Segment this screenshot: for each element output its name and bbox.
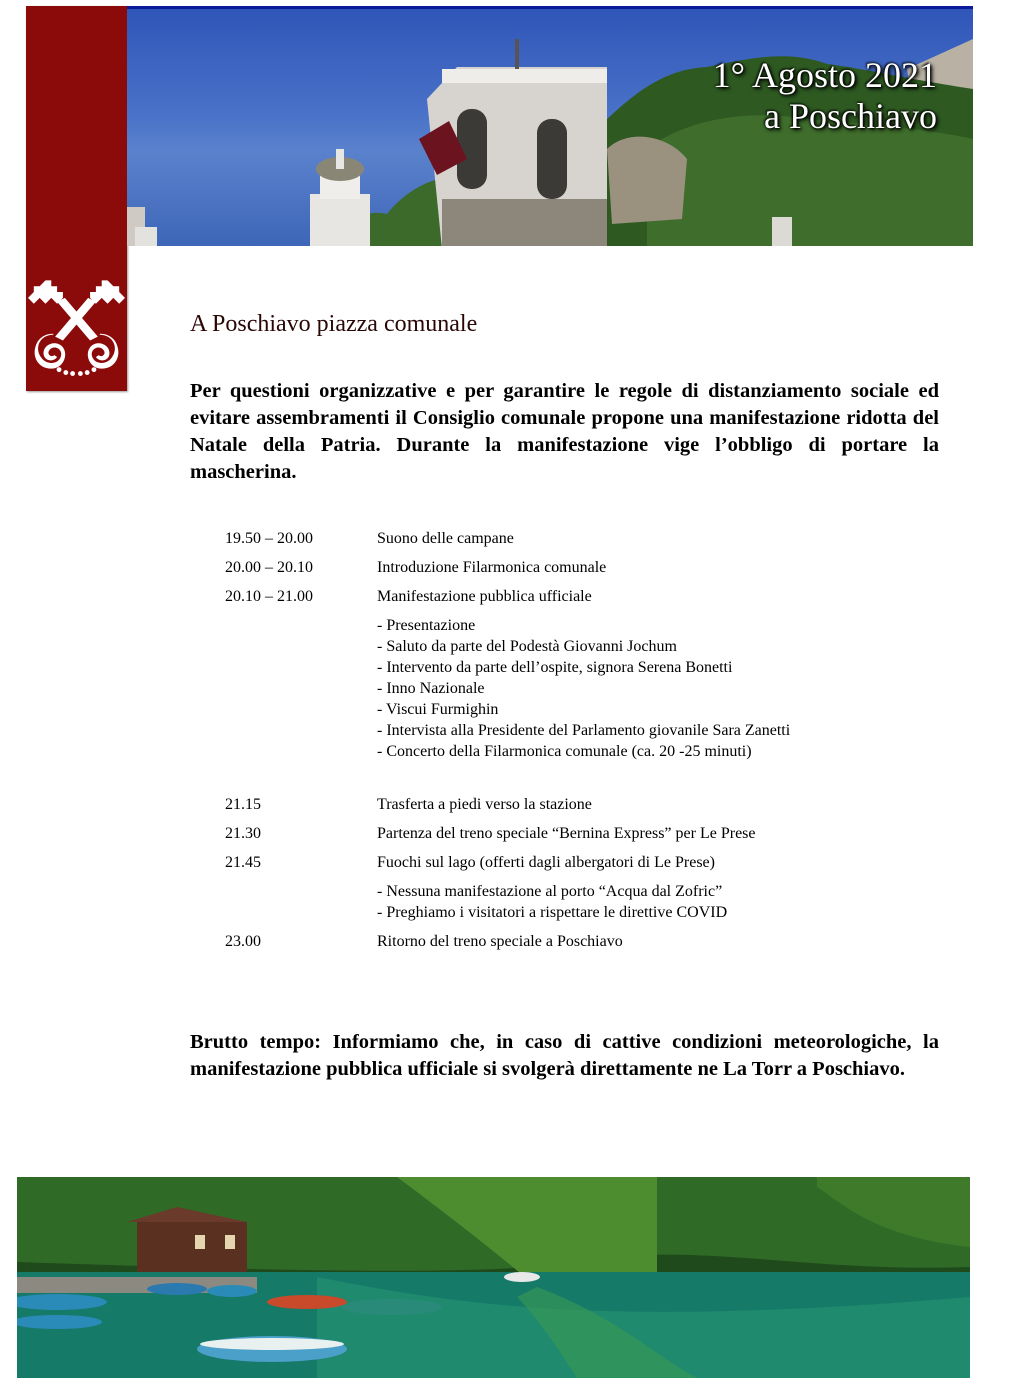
schedule-entry xyxy=(225,528,925,550)
title-date: 1° Agosto 2021 xyxy=(712,55,937,95)
schedule-entry xyxy=(225,931,925,953)
schedule-event: Suono delle campane xyxy=(377,530,514,547)
detail-item: - Intervista alla Presidente del Parlamento giovanile Sara Zanetti xyxy=(377,722,791,739)
footer-lake-photo xyxy=(17,1177,970,1378)
schedule-time: 21.30 xyxy=(225,825,261,842)
schedule-details xyxy=(377,615,925,762)
schedule-time: 19.50 – 20.00 xyxy=(225,530,313,547)
detail-item: - Saluto da parte del Podestà Giovanni Jochum xyxy=(377,638,677,655)
detail-item: - Preghiamo i visitatori a rispettare le direttive COVID xyxy=(377,904,728,921)
schedule-entry xyxy=(225,794,925,816)
lake-boats-image xyxy=(17,1177,970,1378)
schedule-time: 21.45 xyxy=(225,854,261,871)
schedule-time: 20.00 – 20.10 xyxy=(225,559,313,576)
schedule-time: 23.00 xyxy=(225,933,261,950)
schedule-entry xyxy=(225,557,925,579)
schedule-event: Trasferta a piedi verso la stazione xyxy=(377,796,592,813)
schedule-entry xyxy=(225,823,925,845)
schedule-time: 21.15 xyxy=(225,796,261,813)
intro-paragraph: Per questioni organizzative e per garantire le regole di distanziamento sociale ed evitare assembramenti il Consiglio comunale propone una manifestazione ridotta del Natale della Patria. Durante la manifestazione vige l’obbligo di portare la mascherina. xyxy=(190,380,939,483)
schedule-details xyxy=(377,881,925,923)
schedule-entry xyxy=(225,852,925,923)
schedule-event: Fuochi sul lago (offerti dagli albergatori di Le Prese) xyxy=(377,854,715,871)
crossed-keys-icon xyxy=(28,272,125,380)
detail-item: - Nessuna manifestazione al porto “Acqua dal Zofric” xyxy=(377,883,723,900)
schedule-event: Manifestazione pubblica ufficiale xyxy=(377,588,592,605)
detail-item: - Intervento da parte dell’ospite, signora Serena Bonetti xyxy=(377,659,733,676)
schedule-event: Partenza del treno speciale “Bernina Express” per Le Prese xyxy=(377,825,756,842)
schedule-event: Ritorno del treno speciale a Poschiavo xyxy=(377,933,623,950)
weather-notice: Brutto tempo: Informiamo che, in caso di cattive condizioni meteorologiche, la manifestazione pubblica ufficiale si svolgerà direttamente ne La Torr a Poschiavo. xyxy=(190,1031,939,1080)
schedule xyxy=(225,528,925,953)
detail-item: - Viscui Furmighin xyxy=(377,701,499,718)
detail-item: - Inno Nazionale xyxy=(377,680,485,697)
detail-item: - Concerto della Filarmonica comunale (ca. 20 -25 minuti) xyxy=(377,743,752,760)
schedule-event: Introduzione Filarmonica comunale xyxy=(377,559,607,576)
schedule-entry xyxy=(225,586,925,762)
location-heading: A Poschiavo piazza comunale xyxy=(190,311,478,337)
page-title xyxy=(713,55,937,137)
title-place: a Poschiavo xyxy=(764,96,937,136)
header-photo xyxy=(127,6,973,246)
schedule-time: 20.10 – 21.00 xyxy=(225,588,313,605)
detail-item: - Presentazione xyxy=(377,617,476,634)
